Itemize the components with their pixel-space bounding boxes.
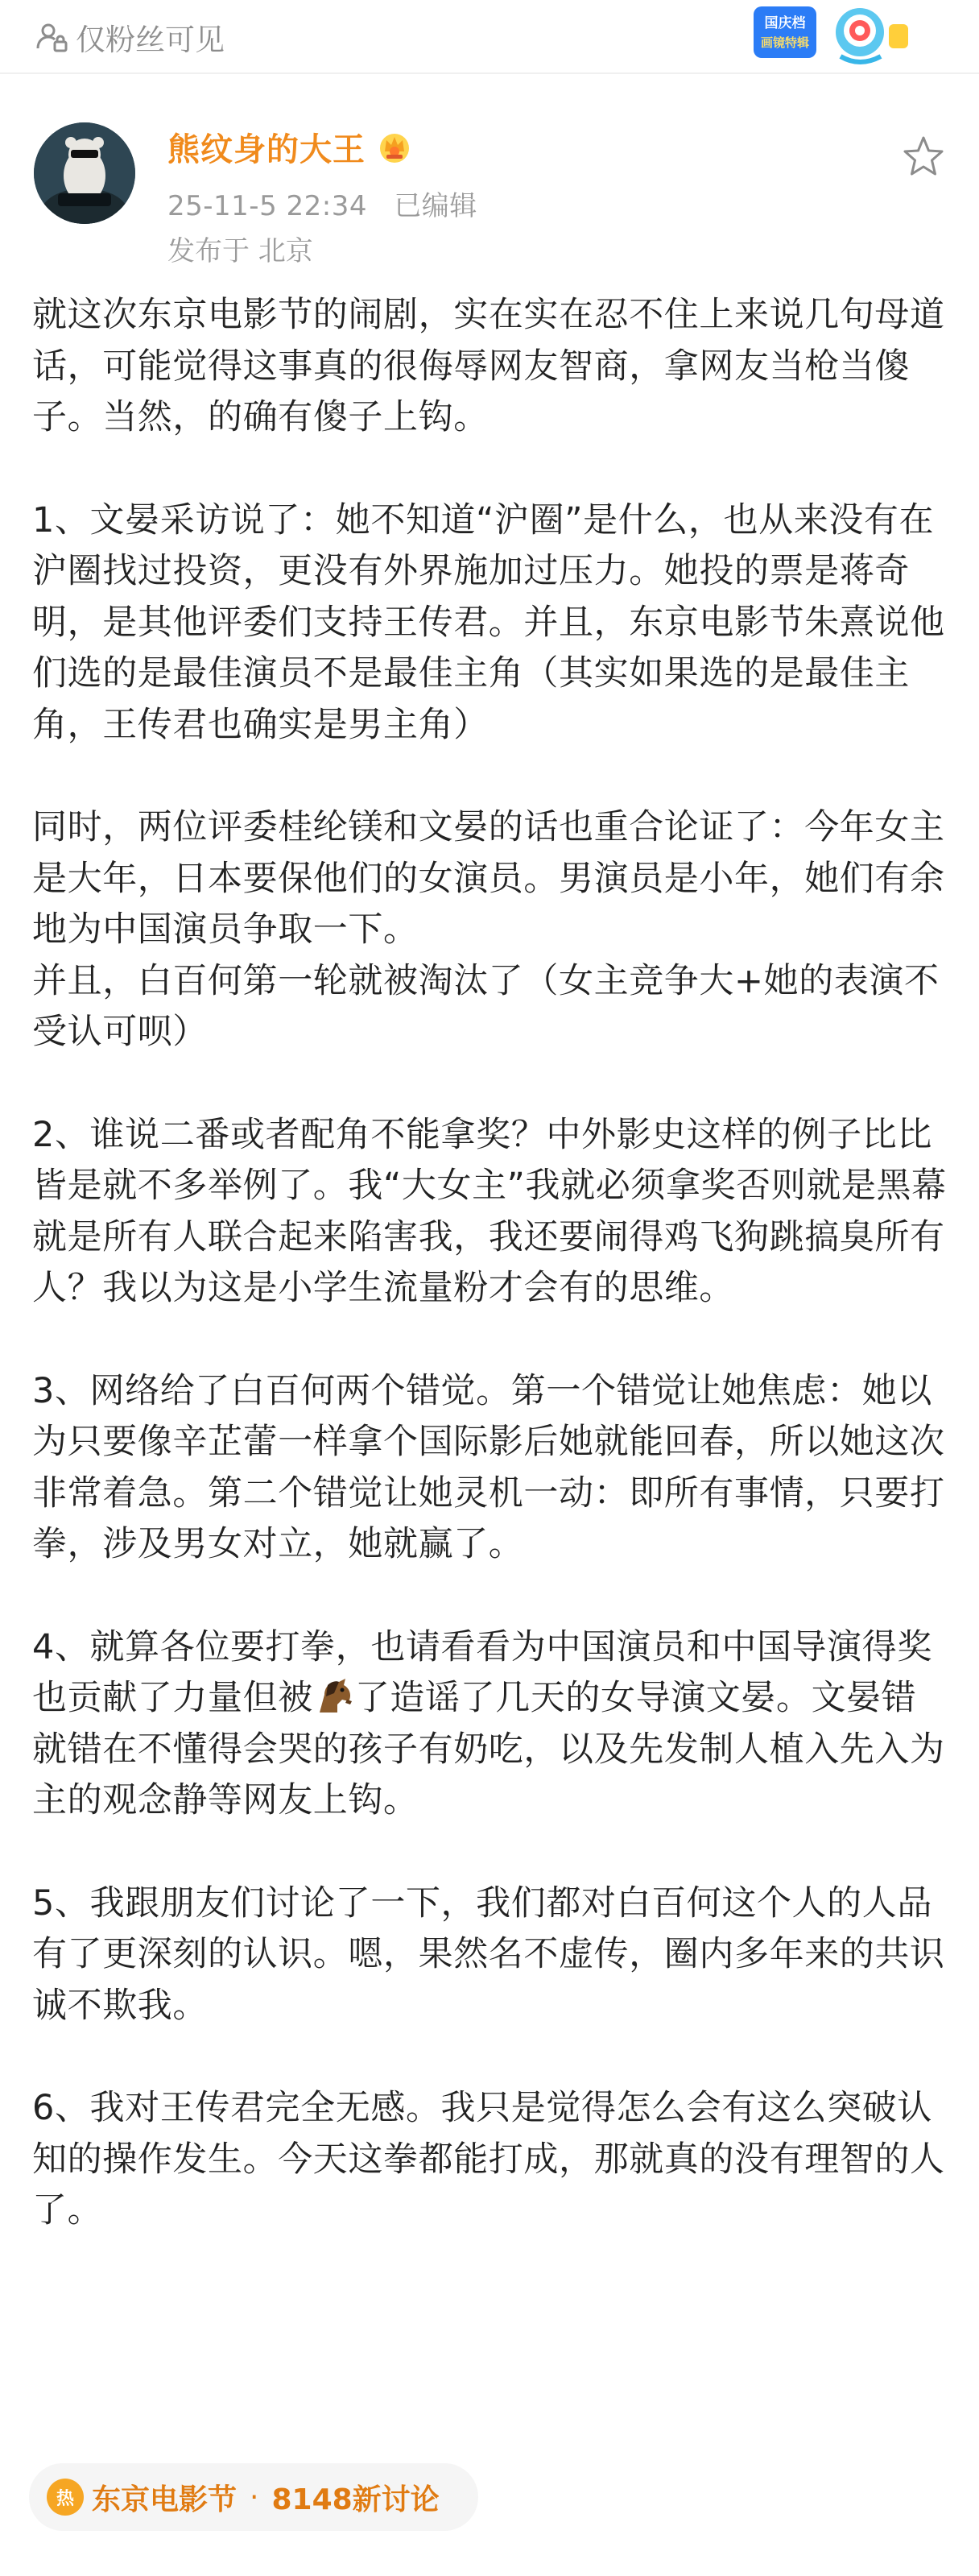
- post-paragraph-intro: 就这次东京电影节的闹剧，实在实在忍不住上来说几句母道话，可能觉得这事真的很侮辱网友智商，拿网友当枪当傻子。当然，的确有傻子上钩。: [32, 295, 945, 437]
- svg-text:画镜特辑: 画镜特辑: [760, 35, 810, 50]
- favorite-star-icon[interactable]: [900, 134, 947, 180]
- post-paragraph-4: [32, 1622, 950, 1827]
- topic-chip[interactable]: [29, 2463, 478, 2531]
- post-header: [0, 113, 979, 274]
- paragraph-4-part-1: 4、就算各位要打拳，也请看看为中国演员和中国导演得奖也贡献了力量但被: [32, 1626, 932, 1718]
- top-bar: [0, 0, 979, 74]
- visibility-label: 仅粉丝可见: [76, 23, 225, 57]
- hot-topic-icon: 热: [47, 2479, 84, 2516]
- fans-only-icon: [34, 19, 69, 55]
- topic-name[interactable]: 东京电影节: [92, 2483, 238, 2516]
- username-text[interactable]: 熊纹身的大王: [167, 130, 366, 168]
- vip-crown-icon: [375, 127, 414, 166]
- post-paragraph-jury: 同时，两位评委桂纶镁和文晏的话也重合论证了：今年女主是大年，日本要保他们的女演员。男演员是小年，她们有余地为中国演员争取一下。 并且，白百何第一轮就被淘汰了（女主竞争大+她的表演不受认可呗）: [32, 807, 945, 1052]
- holiday-event-badge[interactable]: [747, 0, 916, 71]
- horse-emoji-icon: [313, 1677, 355, 1716]
- bear-avatar-icon: [34, 122, 135, 224]
- avatar[interactable]: [34, 122, 135, 224]
- post-paragraph-3: 3、网络给了白百何两个错觉。第一个错觉让她焦虑：她以为只要像辛芷蕾一样拿个国际影后她就能回春，所以她这次非常着急。第二个错觉让她灵机一动：即所有事情，只要打拳，涉及男女对立，她就赢了。: [32, 1370, 945, 1564]
- post-location: 发布于 北京: [167, 235, 313, 267]
- edited-label[interactable]: 已编辑: [394, 190, 477, 222]
- paragraph-4-part-2: 了造谣了几天的女导演文晏。文晏错就错在不懂得会哭的孩子有奶吃，以及先发制人植入先入为主的观念静等网友上钩。: [32, 1678, 945, 1820]
- post-paragraph-2: 2、谁说二番或者配角不能拿奖？中外影史这样的例子比比皆是就不多举例了。我“大女主”我就必须拿奖否则就是黑幕就是所有人联合起来陷害我，我还要闹得鸡飞狗跳搞臭所有人？我以为这是小学生流量粉才会有的思维。: [32, 1114, 947, 1308]
- post-paragraph-6: 6、我对王传君完全无感。我只是觉得怎么会有这么突破认知的操作发生。今天这拳都能打成，那就真的没有理智的人了。: [32, 2088, 945, 2230]
- username[interactable]: [167, 124, 414, 169]
- post-body: [32, 290, 950, 2237]
- post-date: 25-11-5 22:34: [167, 190, 367, 222]
- svg-text:国庆档: 国庆档: [764, 15, 806, 31]
- post-paragraph-5: 5、我跟朋友们讨论了一下，我们都对白百何这个人的人品有了更深刻的认识。嗯，果然名不虚传，圈内多年来的共识诚不欺我。: [32, 1882, 945, 2026]
- topic-discussion-count: 8148新讨论: [271, 2483, 440, 2516]
- topic-separator: ·: [250, 2480, 259, 2514]
- post-paragraph-1: 1、文晏采访说了：她不知道“沪圈”是什么，也从来没有在沪圈找过投资，更没有外界施加过压力。她投的票是蒋奇明，是其他评委们支持王传君。并且，东京电影节朱熹说他们选的是最佳演员不是最佳主角（其实如果选的是最佳主角，王传君也确实是男主角）: [32, 499, 945, 745]
- visibility-indicator: [34, 18, 225, 56]
- post-meta: [167, 184, 477, 223]
